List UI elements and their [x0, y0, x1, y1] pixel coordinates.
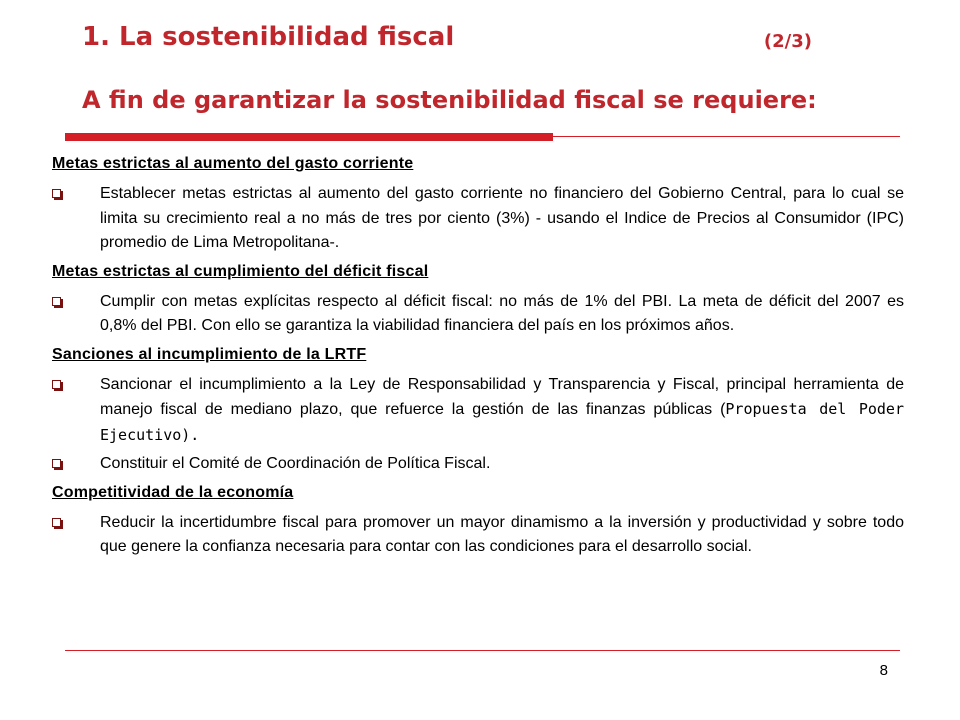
section-heading-competitividad: Competitividad de la economía [52, 483, 294, 501]
bullet-item [52, 182, 904, 256]
bullet-text-tail: Propuesta del Poder Ejecutivo). [100, 400, 904, 444]
bullet-text: Cumplir con metas explícitas respecto al déficit fiscal: no más de 1% del PBI. La meta de déficit del 2007 es 0,8% del PBI. Con ello se garantiza la viabilidad financiera del país en los próximos años. [100, 292, 904, 334]
slide-title: 1. La sostenibilidad fiscal [82, 22, 455, 52]
footer-rule [65, 650, 900, 651]
square-bullet-icon [52, 297, 61, 306]
bullet-text: Sancionar el incumplimiento a la Ley de Responsabilidad y Transparencia y Fiscal, principal herramienta de manejo fiscal de mediano plazo, que refuerce la gestión de las finanzas públicas ( [100, 375, 904, 418]
square-bullet-icon [52, 380, 61, 389]
header-rule-thin [553, 136, 900, 137]
page-indicator: (2/3) [763, 31, 812, 52]
square-bullet-icon [52, 459, 61, 468]
slide-subtitle: A fin de garantizar la sostenibilidad fiscal se requiere: [82, 86, 817, 114]
bullet-text: Constituir el Comité de Coordinación de Política Fiscal. [100, 455, 491, 472]
section-heading-deficit: Metas estrictas al cumplimiento del déficit fiscal [52, 262, 429, 280]
bullet-text: Establecer metas estrictas al aumento del gasto corriente no financiero del Gobierno Central, para lo cual se limita su crecimiento real a no más de tres por ciento (3%) - usando el Indice de Precios al Consumidor (IPC) promedio de Lima Metropolitana-. [100, 185, 904, 251]
bullet-item [52, 373, 904, 449]
title-row [82, 22, 812, 58]
section-heading-gasto: Metas estrictas al aumento del gasto corriente [52, 155, 414, 172]
slide-content [52, 152, 904, 564]
bullet-item [52, 290, 904, 339]
square-bullet-icon [52, 189, 61, 198]
bullet-item [52, 511, 904, 560]
slide-number: 8 [879, 662, 888, 679]
bullet-text: Reducir la incertidumbre fiscal para promover un mayor dinamismo a la inversión y productividad y sobre todo que genere la confianza necesaria para contar con las condiciones para el desarrollo social. [100, 513, 904, 555]
bullet-item [52, 452, 904, 477]
section-heading-sanciones: Sanciones al incumplimiento de la LRTF [52, 345, 367, 363]
square-bullet-icon [52, 518, 61, 527]
header-rule-thick [65, 133, 553, 141]
